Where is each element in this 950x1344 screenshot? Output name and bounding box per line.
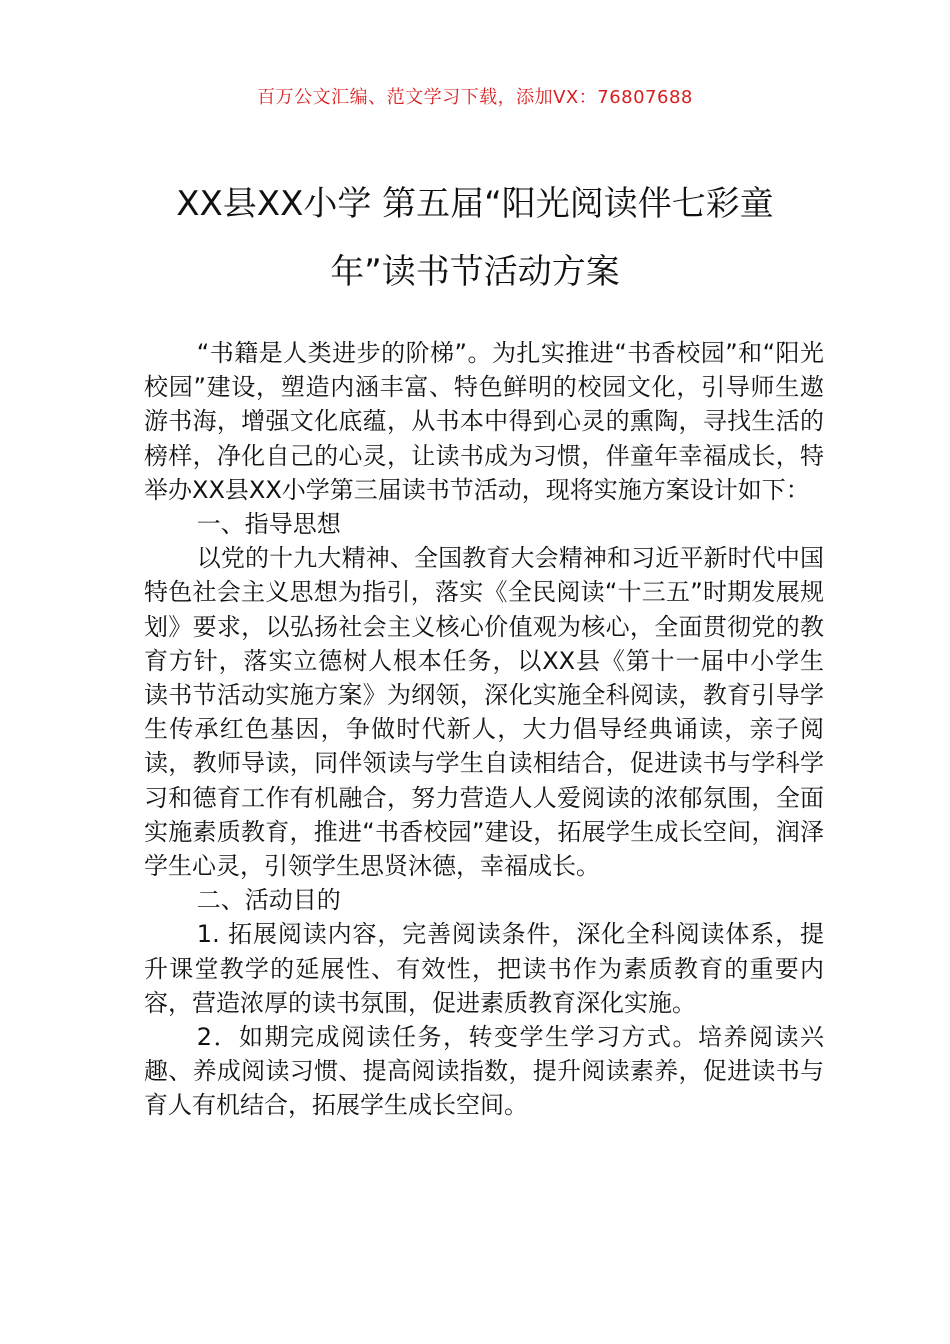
section-heading-activity-purpose: 二、活动目的 (196, 886, 341, 915)
purpose-item-2: 2．如期完成阅读任务，转变学生学习方式。培养阅读兴趣、养成阅读习惯、提高阅读指数，提升阅读素养，促进读书与育人有机结合，拓展学生成长空间。 (144, 1023, 824, 1120)
document-title (140, 170, 810, 306)
title-line-2: 年”读书节活动方案 (330, 252, 620, 292)
header-note: 百万公文汇编、范文学习下载，添加VX：76807688 (257, 87, 693, 108)
section-heading-guiding-thought: 一、指导思想 (196, 510, 341, 539)
document-body (144, 336, 824, 1123)
purpose-item-1: 1. 拓展阅读内容，完善阅读条件，深化全科阅读体系，提升课堂教学的延展性、有效性，把读书作为素质教育的重要内容，营造浓厚的读书氛围，促进素质教育深化实施。 (144, 920, 824, 1017)
guiding-thought-paragraph: 以党的十九大精神、全国教育大会精神和习近平新时代中国特色社会主义思想为指引，落实《全民阅读“十三五”时期发展规划》要求，以弘扬社会主义核心价值观为核心，全面贯彻党的教育方针，落实立德树人根本任务，以XX县《第十一届中小学生读书节活动实施方案》为纲领，深化实施全科阅读，教育引导学生传承红色基因，争做时代新人，大力倡导经典诵读，亲子阅读，教师导读，同伴领读与学生自读相结合，促进读书与学科学习和德育工作有机融合，努力营造人人爱阅读的浓郁氛围，全面实施素质教育，推进“书香校园”建设，拓展学生成长空间，润泽学生心灵，引领学生思贤沐德，幸福成长。 (144, 544, 824, 881)
title-line-1: XX县XX小学 第五届“阳光阅读伴七彩童 (176, 184, 774, 224)
intro-paragraph: “书籍是人类进步的阶梯”。为扎实推进“书香校园”和“阳光校园”建设，塑造内涵丰富、特色鲜明的校园文化，引导师生遨游书海，增强文化底蕴，从书本中得到心灵的熏陶，寻找生活的榜样，净化自己的心灵，让读书成为习惯，伴童年幸福成长，特举办XX县XX小学第三届读书节活动，现将实施方案设计如下： (144, 339, 824, 504)
